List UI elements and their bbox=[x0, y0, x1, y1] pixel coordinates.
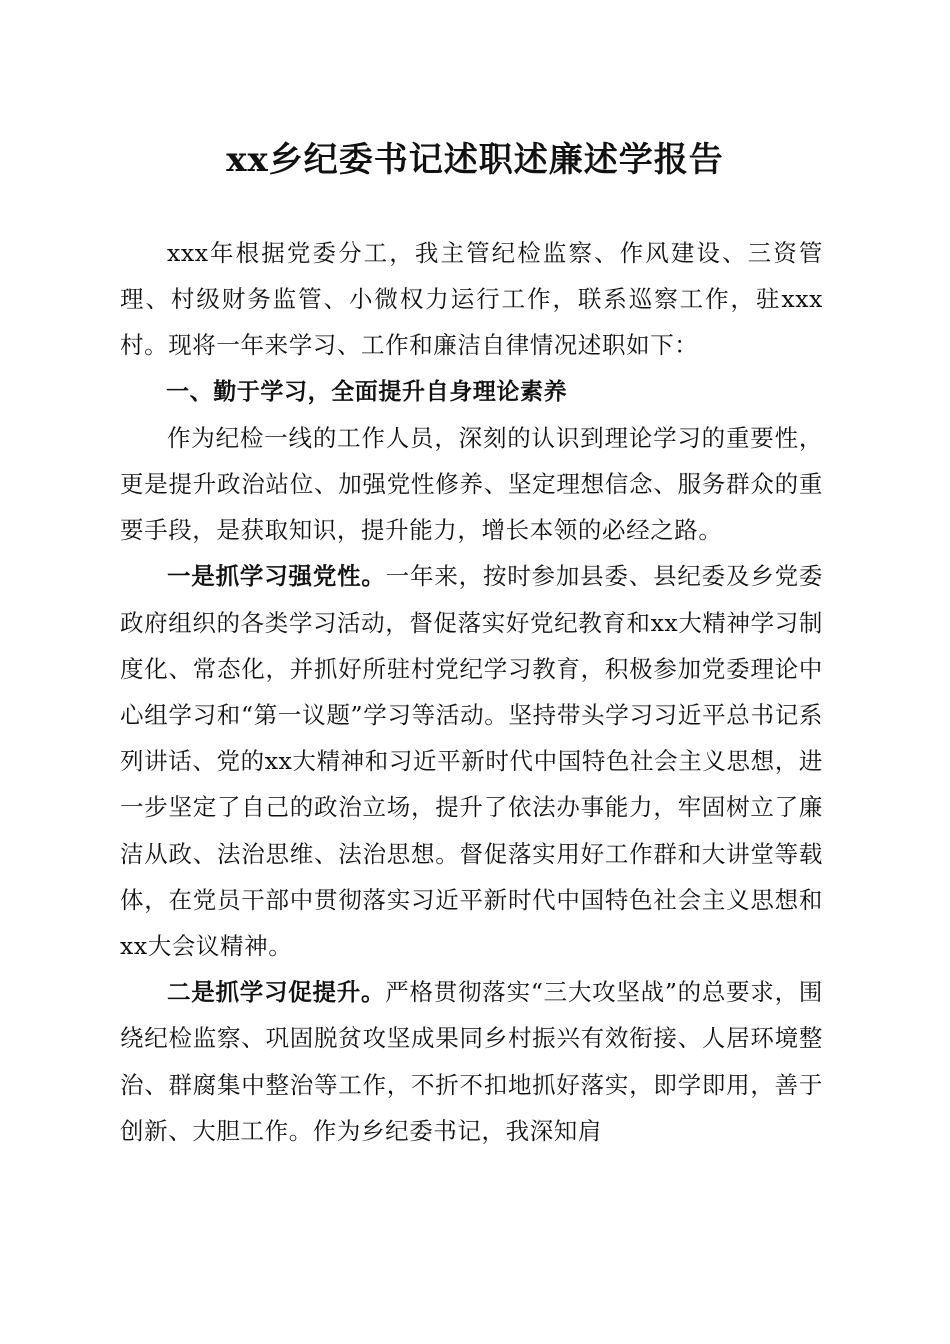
point-lead: 二是抓学习促提升。 bbox=[167, 978, 386, 1007]
point-lead: 一是抓学习强党性。 bbox=[167, 562, 386, 591]
document-body bbox=[120, 230, 823, 1154]
document-title: xx乡纪委书记述职述廉述学报告 bbox=[226, 140, 724, 180]
section-heading: 一、勤于学习，全面提升自身理论素养 bbox=[166, 378, 568, 405]
point-paragraph bbox=[120, 969, 823, 1154]
point-text: 一年来，按时参加县委、县纪委及乡党委政府组织的各类学习活动，督促落实好党纪教育和xx大精神学习制度化、常态化，并抓好所驻村党纪学习教育，积极参加党委理论中心组学习和“第一议题”学习等活动。坚持带头学习习近平总书记系列讲话、党的xx大精神和习近平新时代中国特色社会主义思想，进一步坚定了自己的政治立场，提升了依法办事能力，牢固树立了廉洁从政、法治思维、法治思想。督促落实用好工作群和大讲堂等载体，在党员干部中贯彻落实习近平新时代中国特色社会主义思想和xx大会议精神。 bbox=[120, 562, 823, 961]
intro-paragraph: xxx年根据党委分工，我主管纪检监察、作风建设、三资管理、村级财务监管、小微权力运行工作，联系巡察工作，驻xxx村。现将一年来学习、工作和廉洁自律情况述职如下： bbox=[120, 239, 823, 360]
point-paragraph bbox=[120, 553, 823, 969]
body-paragraph: 作为纪检一线的工作人员，深刻的认识到理论学习的重要性，更是提升政治站位、加强党性修养、坚定理想信念、服务群众的重要手段，是获取知识，提升能力，增长本领的必经之路。 bbox=[120, 423, 823, 545]
point-text: 严格贯彻落实“三大攻坚战”的总要求，围绕纪检监察、巩固脱贫攻坚成果同乡村振兴有效衔接、人居环境整治、群腐集中整治等工作，不折不扣地抓好落实，即学即用，善于创新、大胆工作。作为乡纪委书记，我深知肩 bbox=[120, 978, 823, 1145]
